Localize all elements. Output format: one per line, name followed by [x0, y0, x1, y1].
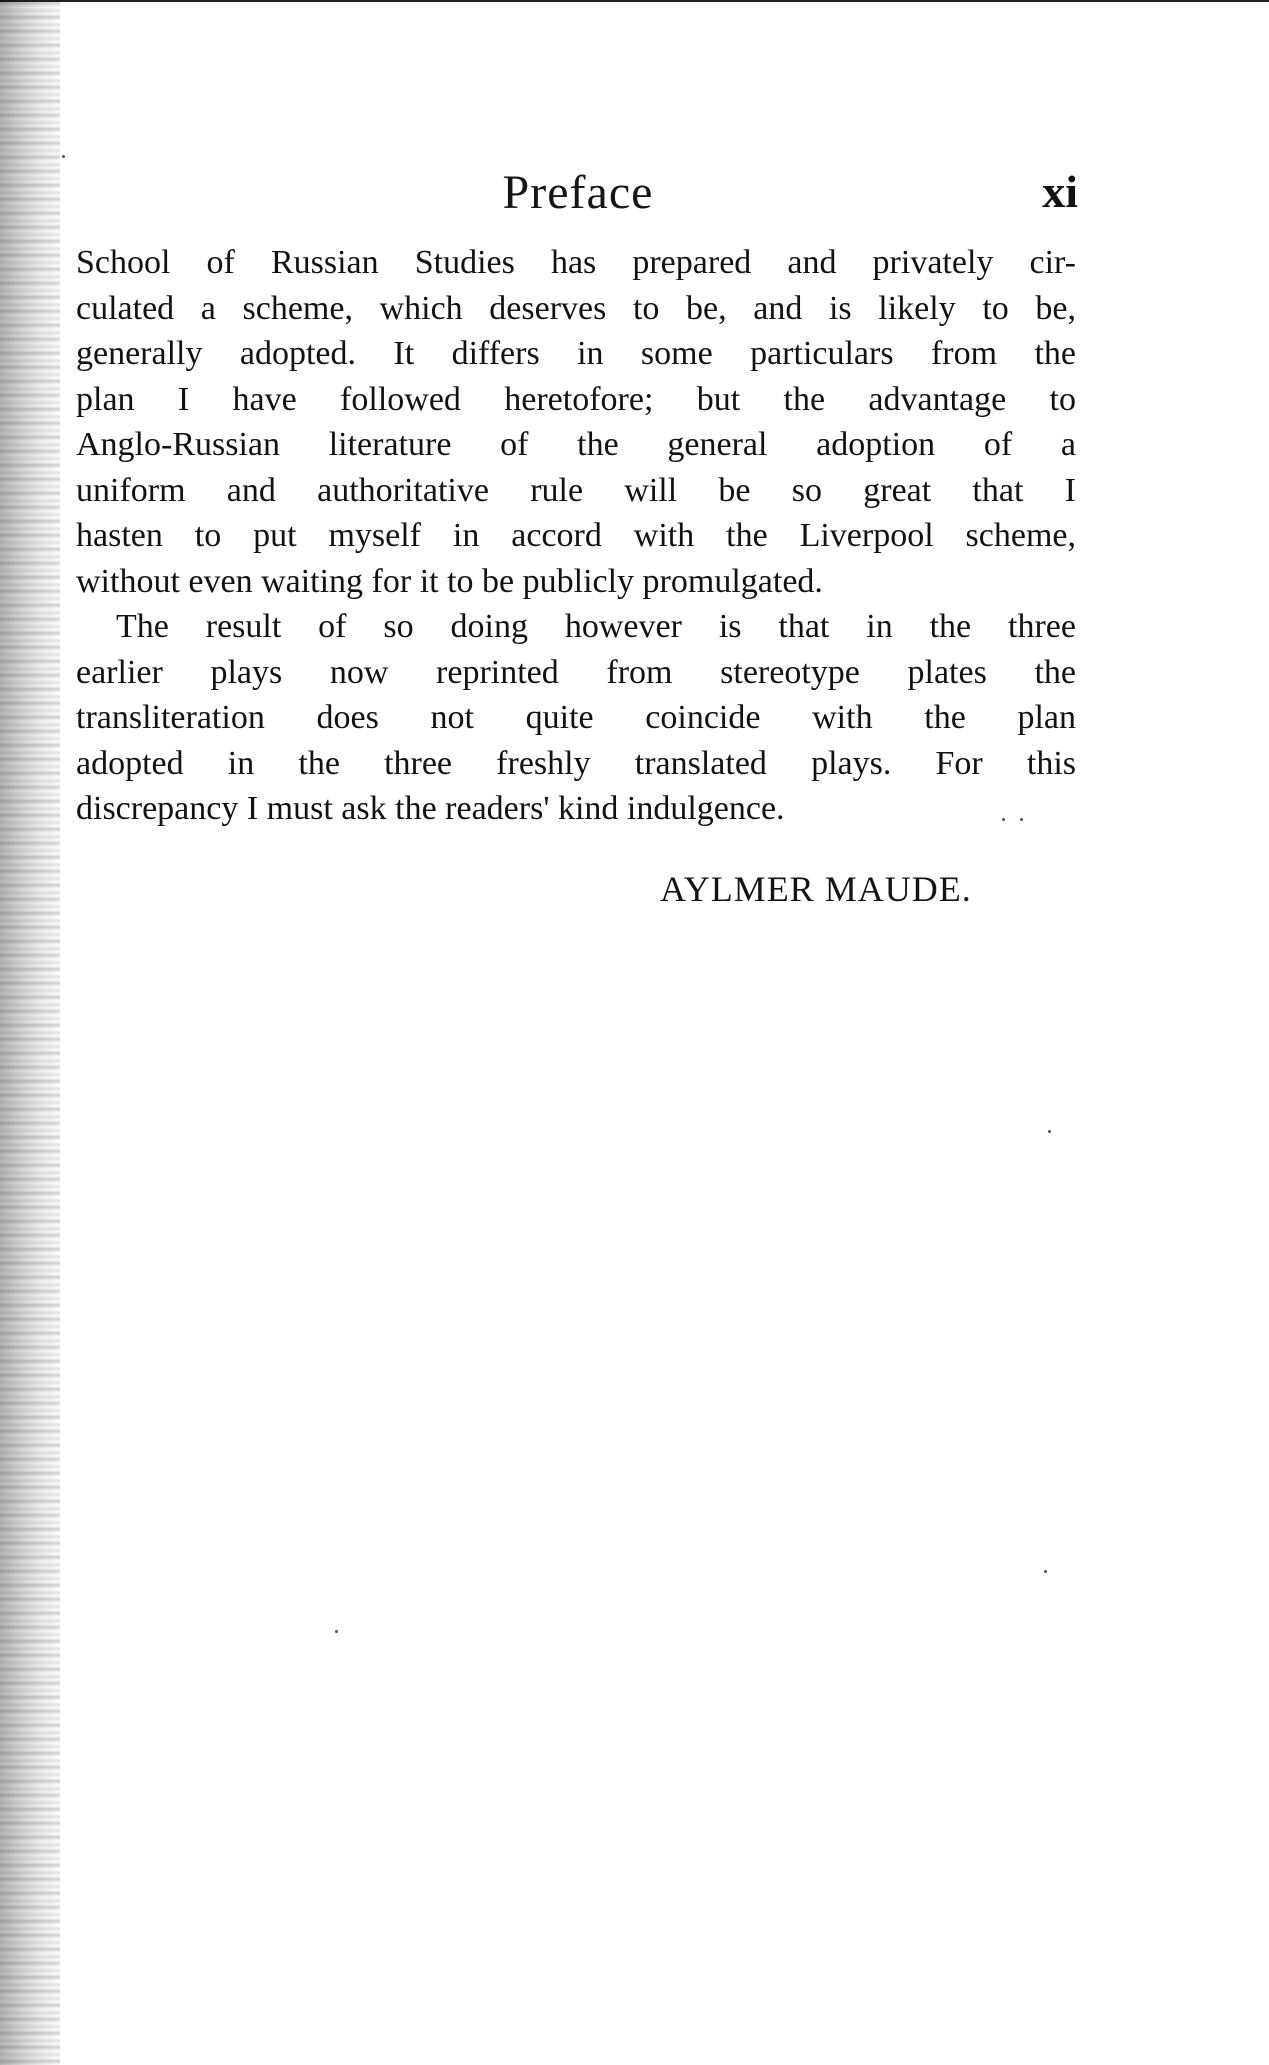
text-line: plan I have followed heretofore; but the advantage to: [76, 380, 1076, 418]
text-line: earlier plays now reprinted from stereotype plates the: [76, 653, 1076, 691]
text-line: uniform and authoritative rule will be so great that I: [76, 471, 1076, 509]
scan-speck: [335, 1630, 338, 1633]
text-line: generally adopted. It differs in some particulars from the: [76, 335, 1076, 372]
page-number: xi: [1042, 166, 1078, 217]
author-signature: AYLMER MAUDE.: [660, 869, 972, 909]
scan-gutter-shadow: [0, 0, 60, 2065]
paragraph-2: [76, 604, 1076, 832]
scan-speck: [1044, 1570, 1047, 1573]
running-head: [78, 165, 1078, 235]
text-line: The result of so doing however is that in the three: [116, 608, 1076, 645]
running-title: Preface: [502, 166, 654, 219]
text-line: hasten to put myself in accord with the Liverpool scheme,: [76, 517, 1076, 554]
text-line: discrepancy I must ask the readers' kind indulgence.: [76, 790, 785, 827]
body-text: [76, 240, 1076, 832]
scan-speck: [1048, 1130, 1051, 1133]
scan-speck: [62, 155, 65, 158]
text-line: Anglo-Russian literature of the general adoption of a: [76, 426, 1076, 463]
text-line: transliteration does not quite coincide with the plan: [76, 699, 1076, 736]
top-edge-rule: [0, 0, 1269, 2]
scan-speck: [1020, 818, 1023, 821]
paragraph-1: [76, 240, 1076, 604]
text-line: School of Russian Studies has prepared and privately cir-: [76, 244, 1076, 281]
text-line: culated a scheme, which deserves to be, and is likely to be,: [76, 289, 1076, 327]
scan-speck: [1002, 818, 1005, 821]
text-line: adopted in the three freshly translated plays. For this: [76, 744, 1076, 782]
text-line: without even waiting for it to be publicly promulgated.: [76, 562, 823, 600]
